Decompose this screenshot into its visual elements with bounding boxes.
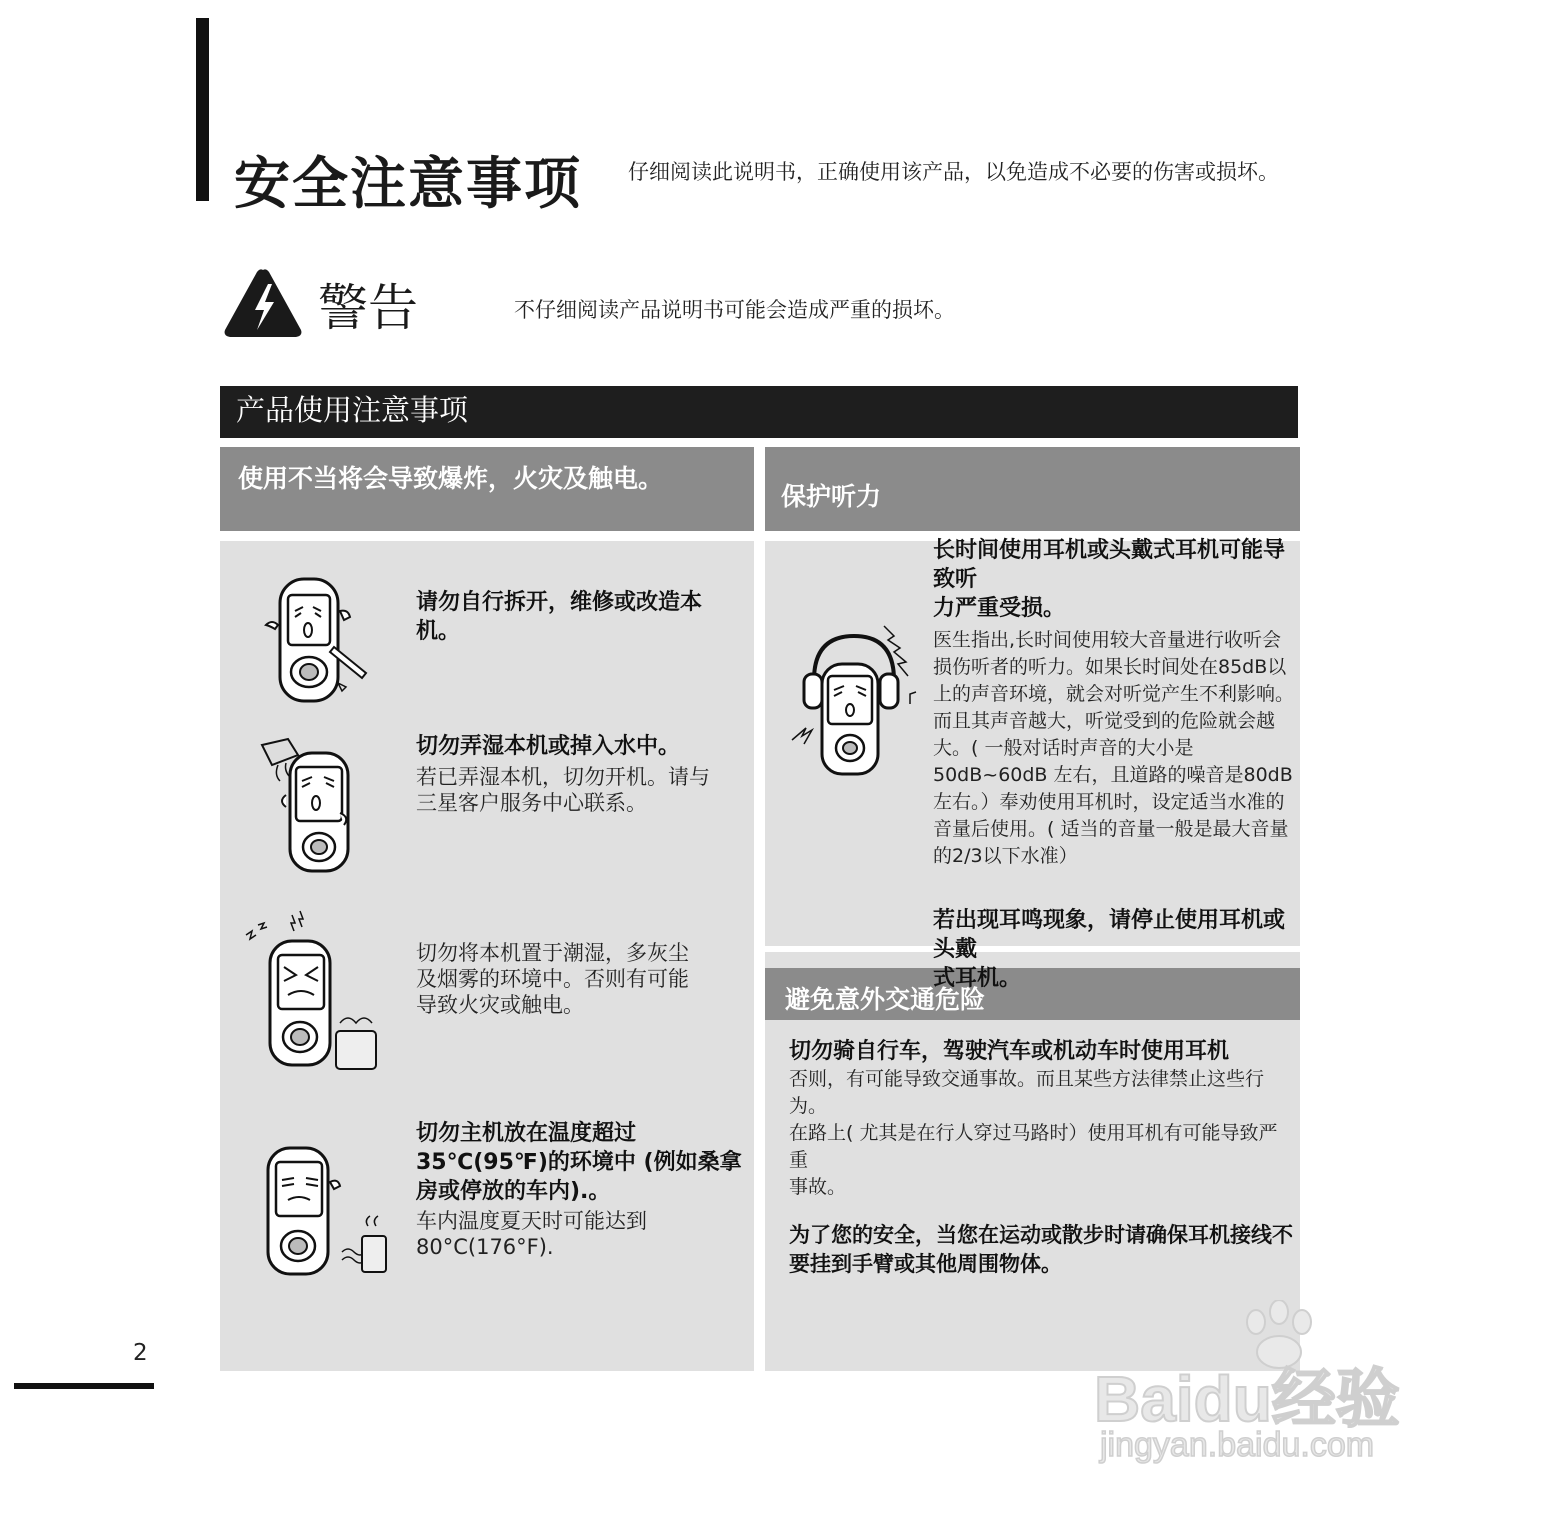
item-4-text-line-2: 80°C(176°F). bbox=[416, 1235, 554, 1259]
hearing-heading bbox=[765, 447, 1300, 531]
traffic-bold-2-line-2: 要挂到手臂或其他周围物体。 bbox=[789, 1252, 1062, 1276]
traffic-heading-text: 避免意外交通危险 bbox=[785, 985, 986, 1014]
watermark-brand: Baidu经验 bbox=[1094, 1363, 1400, 1435]
traffic-bold-2-line-1: 为了您的安全，当您在运动或散步时请确保耳机接线不 bbox=[789, 1223, 1293, 1247]
warning-text: 不仔细阅读产品说明书可能会造成严重的损坏。 bbox=[514, 298, 955, 322]
item-1-bold bbox=[416, 588, 746, 646]
item-2-text-line-2: 三星客户服务中心联系。 bbox=[416, 791, 647, 815]
traffic-bold-1: 切勿骑自行车，驾驶汽车或机动车时使用耳机 bbox=[789, 1039, 1230, 1064]
hearing-bold-2-line-1: 若出现耳鸣现象，请停止使用耳机或头戴 bbox=[933, 908, 1286, 962]
hearing-heading-text: 保护听力 bbox=[781, 482, 882, 511]
player-wet-icon bbox=[258, 735, 358, 875]
item-2-text-line-1: 若已弄湿本机，切勿开机。请与 bbox=[416, 765, 710, 789]
left-column-heading bbox=[220, 447, 754, 531]
item-2-bold: 切勿弄湿本机或掉入水中。 bbox=[416, 734, 681, 759]
item-3-text-line-3: 导致火灾或触电。 bbox=[416, 993, 584, 1017]
warning-title: 警告 bbox=[318, 279, 418, 337]
traffic-text-line-2: 在路上( 尤其是在行人穿过马路时）使用耳机有可能导致严重 bbox=[789, 1122, 1278, 1171]
hearing-bold-2-line-2: 式耳机。 bbox=[933, 966, 1022, 991]
item-3-text-line-2: 及烟雾的环境中。否则有可能 bbox=[416, 967, 689, 991]
traffic-text-line-3: 事故。 bbox=[789, 1176, 847, 1198]
footer-rule bbox=[14, 1383, 154, 1389]
item-4 bbox=[416, 1119, 746, 1260]
item-4-bold-line-3: 房或停放的车内).。 bbox=[416, 1179, 611, 1204]
hearing-text-line-6: 50dB~60dB 左右，且道路的噪音是80dB bbox=[933, 764, 1293, 786]
watermark-url: jingyan.baidu.com bbox=[1100, 1426, 1375, 1464]
player-headphones-icon bbox=[788, 620, 928, 780]
page-title: 安全注意事项 bbox=[234, 152, 582, 217]
hearing-text-line-4: 而且其声音越大，听觉受到的危险就会越 bbox=[933, 710, 1276, 732]
hearing-text-line-2: 损伤听者的听力。如果长时间处在85dB以 bbox=[933, 656, 1287, 678]
hearing-bold-1-line-2: 力严重受损。 bbox=[933, 596, 1066, 621]
item-3 bbox=[416, 940, 746, 1018]
hearing-text-line-3: 上的声音环境，就会对听觉产生不利影响。 bbox=[933, 683, 1295, 705]
hearing-bold-1-line-1: 长时间使用耳机或头戴式耳机可能导致听 bbox=[933, 538, 1286, 592]
item-4-bold-line-2: 35℃(95℉)的环境中 (例如桑拿 bbox=[416, 1150, 742, 1175]
section-title: 产品使用注意事项 bbox=[236, 393, 469, 427]
item-2 bbox=[416, 732, 746, 816]
traffic-text-line-1: 否则，有可能导致交通事故。而且某些方法律禁止这些行为。 bbox=[789, 1068, 1265, 1117]
player-with-screwdriver-icon bbox=[258, 575, 373, 705]
item-1-bold-line-2: 机。 bbox=[416, 619, 461, 644]
hearing-content bbox=[933, 536, 1303, 993]
item-1-bold-line-1: 请勿自行拆开，维修或改造本 bbox=[416, 590, 703, 615]
intro-text: 仔细阅读此说明书，正确使用该产品，以免造成不必要的伤害或损坏。 bbox=[628, 160, 1279, 184]
hearing-text-line-9: 的2/3以下水准） bbox=[933, 845, 1078, 867]
player-dusty-icon bbox=[240, 905, 385, 1075]
hearing-text-line-8: 音量后使用。( 适当的音量一般是最大音量 bbox=[933, 818, 1289, 840]
item-4-bold-line-1: 切勿主机放在温度超过 bbox=[416, 1121, 637, 1146]
page-number: 2 bbox=[133, 1340, 148, 1366]
hearing-text-line-1: 医生指出,长时间使用较大音量进行收听会 bbox=[933, 629, 1282, 651]
traffic-content bbox=[789, 1037, 1294, 1279]
hearing-text-line-7: 左右。）奉劝使用耳机时，设定适当水准的 bbox=[933, 791, 1285, 813]
player-hot-icon bbox=[262, 1140, 392, 1280]
left-column-heading-text: 使用不当将会导致爆炸，火灾及触电。 bbox=[238, 464, 664, 493]
lightning-warning-icon bbox=[222, 266, 304, 340]
title-accent-bar bbox=[196, 18, 209, 201]
item-3-text-line-1: 切勿将本机置于潮湿，多灰尘 bbox=[416, 941, 689, 965]
baidu-watermark bbox=[1094, 1300, 1454, 1480]
hearing-text-line-5: 大。( 一般对话时声音的大小是 bbox=[933, 737, 1194, 759]
item-4-text-line-1: 车内温度夏天时可能达到 bbox=[416, 1209, 647, 1233]
